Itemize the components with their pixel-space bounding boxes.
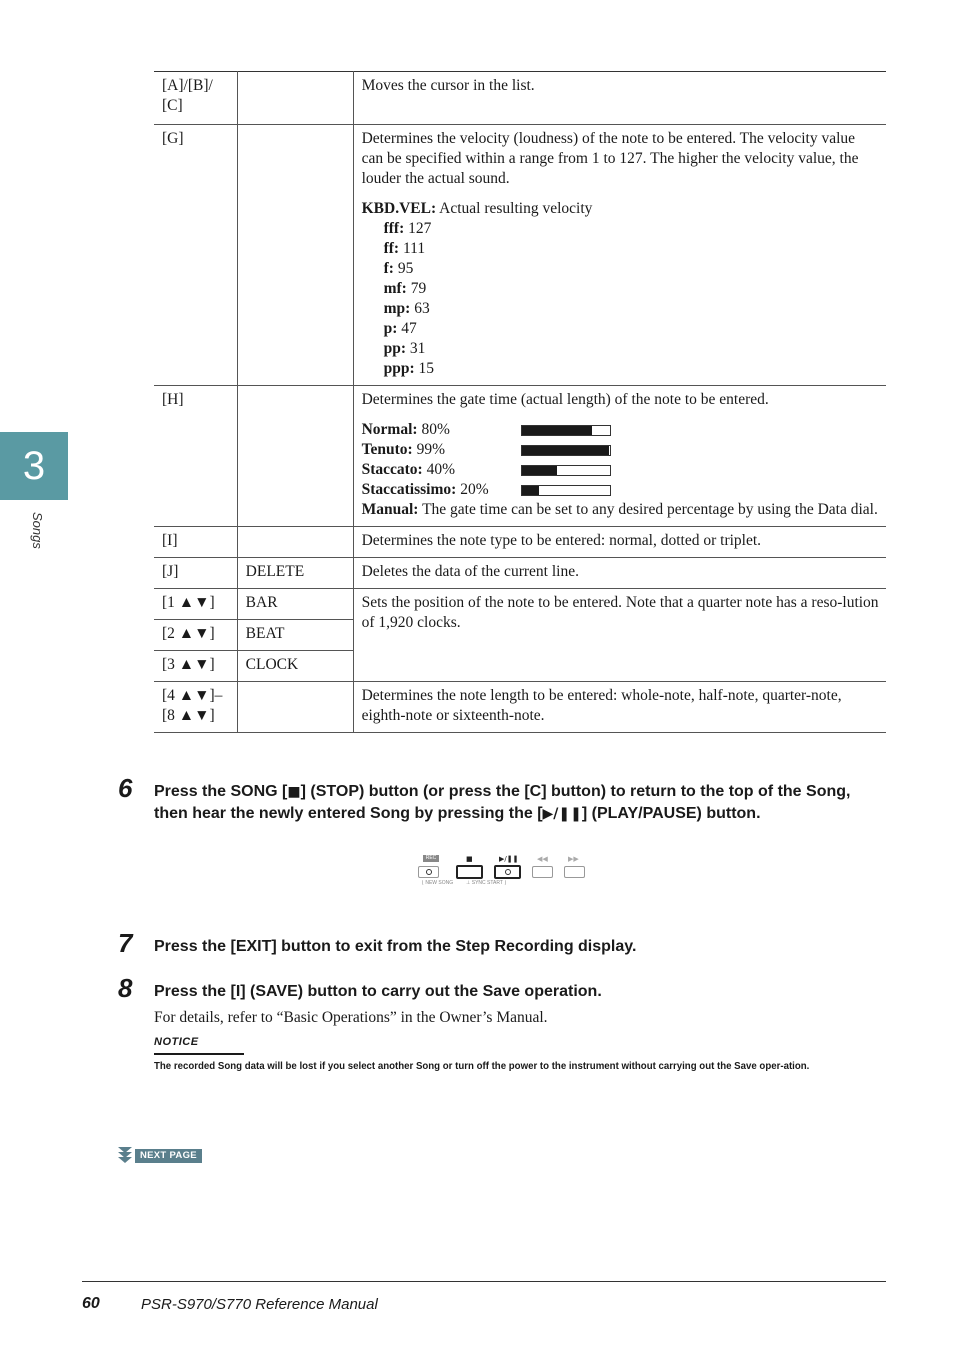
name-cell bbox=[237, 386, 353, 527]
rewind-icon: ◀◀ bbox=[537, 855, 548, 863]
chapter-label: Songs bbox=[30, 512, 45, 549]
song-control-panel bbox=[418, 855, 588, 887]
key-cell: [4 ▲▼]– [8 ▲▼] bbox=[154, 682, 237, 733]
stop-button[interactable] bbox=[456, 865, 483, 879]
manual-note: Manual: The gate time can be set to any desired percentage by using the Data dial. bbox=[361, 501, 878, 518]
list-item: ppp: 15 bbox=[383, 360, 435, 377]
step-instruction: Press the [I] (SAVE) button to carry out the Save operation. bbox=[154, 983, 602, 1000]
key-cell: [1 ▲▼] bbox=[154, 589, 237, 620]
desc-cell: Determines the note length to be entered: whole-note, half-note, quarter-note, eighth-note or sixteenth-note. bbox=[353, 682, 886, 733]
gate-row: Staccatissimo: 20% bbox=[362, 480, 879, 500]
chapter-tab: 3 bbox=[0, 432, 68, 500]
list-item: pp: 31 bbox=[383, 340, 426, 357]
desc-cell: Sets the position of the note to be entered. Note that a quarter note has a reso-lution of 1,920 clocks. bbox=[353, 589, 886, 682]
list-item: f: 95 bbox=[383, 260, 414, 277]
rec-label: REC bbox=[423, 855, 439, 862]
desc-cell: Deletes the data of the current line. bbox=[353, 558, 886, 589]
rewind-button[interactable] bbox=[532, 866, 553, 878]
page-number: 60 bbox=[82, 1295, 100, 1312]
manual-title: PSR-S970/S770 Reference Manual bbox=[141, 1296, 378, 1313]
kbd-vel-label: KBD.VEL: bbox=[361, 200, 437, 217]
name-cell bbox=[237, 72, 353, 125]
gate-bar bbox=[521, 485, 611, 496]
gate-list bbox=[362, 420, 879, 500]
name-cell: CLOCK bbox=[237, 651, 353, 682]
play-pause-label-icon: ▶/❚❚ bbox=[499, 855, 519, 863]
fast-forward-button[interactable] bbox=[564, 866, 585, 878]
kbd-vel-text: Actual resulting velocity bbox=[439, 200, 593, 217]
velocity-list bbox=[362, 219, 879, 379]
list-item: p: 47 bbox=[383, 320, 417, 337]
step-instruction: Press the SONG [■] (STOP) button (or press the [C] button) to return to the top of the Song, then hear the newly entered Song by pressing the [▶/❚❚] (PLAY/PAUSE) button. bbox=[154, 783, 851, 822]
gate-fill bbox=[522, 426, 592, 435]
gate-fill bbox=[522, 446, 609, 455]
gate-bar bbox=[521, 465, 611, 476]
gate-bar bbox=[521, 445, 611, 456]
notice-text: The recorded Song data will be lost if you select another Song or turn off the power to the instrument without carrying out the Save oper-ation. bbox=[154, 1060, 810, 1072]
table-row bbox=[154, 589, 886, 620]
list-item: mp: 63 bbox=[383, 300, 430, 317]
name-cell: BAR bbox=[237, 589, 353, 620]
list-item: mf: 79 bbox=[383, 280, 427, 297]
gate-fill bbox=[522, 486, 540, 495]
key-cell: [H] bbox=[154, 386, 237, 527]
table-row bbox=[154, 386, 886, 527]
play-pause-icon: ▶/❚❚ bbox=[542, 806, 582, 822]
step-body: For details, refer to “Basic Operations” in the Owner’s Manual. bbox=[154, 1009, 548, 1026]
list-item: ff: 111 bbox=[383, 240, 426, 257]
gate-bar bbox=[521, 425, 611, 436]
list-item: fff: 127 bbox=[383, 220, 432, 237]
parameter-table bbox=[154, 71, 886, 733]
play-pause-button[interactable] bbox=[494, 865, 521, 879]
footer-divider bbox=[82, 1281, 886, 1282]
new-song-label: ⌊ NEW SONG bbox=[422, 880, 454, 886]
gate-row: Staccato: 40% bbox=[362, 460, 879, 480]
key-cell: [A]/[B]/ [C] bbox=[154, 72, 237, 125]
stop-label-icon: ■ bbox=[466, 855, 473, 863]
name-cell: DELETE bbox=[237, 558, 353, 589]
sync-start-label: ⊥ SYNC START ⌋ bbox=[466, 880, 507, 886]
desc-cell: Moves the cursor in the list. bbox=[353, 72, 886, 125]
key-cell: [I] bbox=[154, 527, 237, 558]
desc-cell: Determines the velocity (loudness) of the note to be entered. The velocity value can be specified within a range from 1 to 127. The higher the velocity value, the louder the actual sound. KBD.VEL: Actual resulting velocity fff: 127 ff: 111 f: 95 mf: 79 mp: 63 p: 47 pp: 31 ppp: 15 bbox=[353, 125, 886, 386]
fast-forward-icon: ▶▶ bbox=[568, 855, 579, 863]
gate-fill bbox=[522, 466, 557, 475]
name-cell: BEAT bbox=[237, 620, 353, 651]
step-number: 6 bbox=[118, 773, 133, 803]
table-row bbox=[154, 682, 886, 733]
table-row bbox=[154, 125, 886, 386]
step-number: 7 bbox=[118, 928, 133, 958]
desc-cell: Determines the gate time (actual length) of the note to be entered. Normal: 80% Tenuto: 99% Staccato: 40% Staccatissimo: 20% Manual: The gate time can be set to any desired percentage by using the Data dial. bbox=[353, 386, 886, 527]
key-cell: [J] bbox=[154, 558, 237, 589]
key-cell: [3 ▲▼] bbox=[154, 651, 237, 682]
key-cell: [2 ▲▼] bbox=[154, 620, 237, 651]
notice-title: NOTICE bbox=[154, 1036, 244, 1055]
desc-cell: Determines the note type to be entered: normal, dotted or triplet. bbox=[353, 527, 886, 558]
table-row bbox=[154, 527, 886, 558]
chevron-down-icon bbox=[117, 1146, 133, 1166]
next-page-label: NEXT PAGE bbox=[135, 1149, 202, 1163]
name-cell bbox=[237, 527, 353, 558]
name-cell bbox=[237, 125, 353, 386]
gate-row: Tenuto: 99% bbox=[362, 440, 879, 460]
rec-button[interactable] bbox=[418, 866, 439, 878]
key-cell: [G] bbox=[154, 125, 237, 386]
stop-icon: ■ bbox=[287, 784, 301, 800]
gate-row: Normal: 80% bbox=[362, 420, 879, 440]
next-page-link[interactable] bbox=[117, 1145, 202, 1167]
table-row bbox=[154, 558, 886, 589]
table-row bbox=[154, 72, 886, 125]
step-number: 8 bbox=[118, 973, 133, 1003]
step-instruction: Press the [EXIT] button to exit from the Step Recording display. bbox=[154, 938, 637, 955]
name-cell bbox=[237, 682, 353, 733]
